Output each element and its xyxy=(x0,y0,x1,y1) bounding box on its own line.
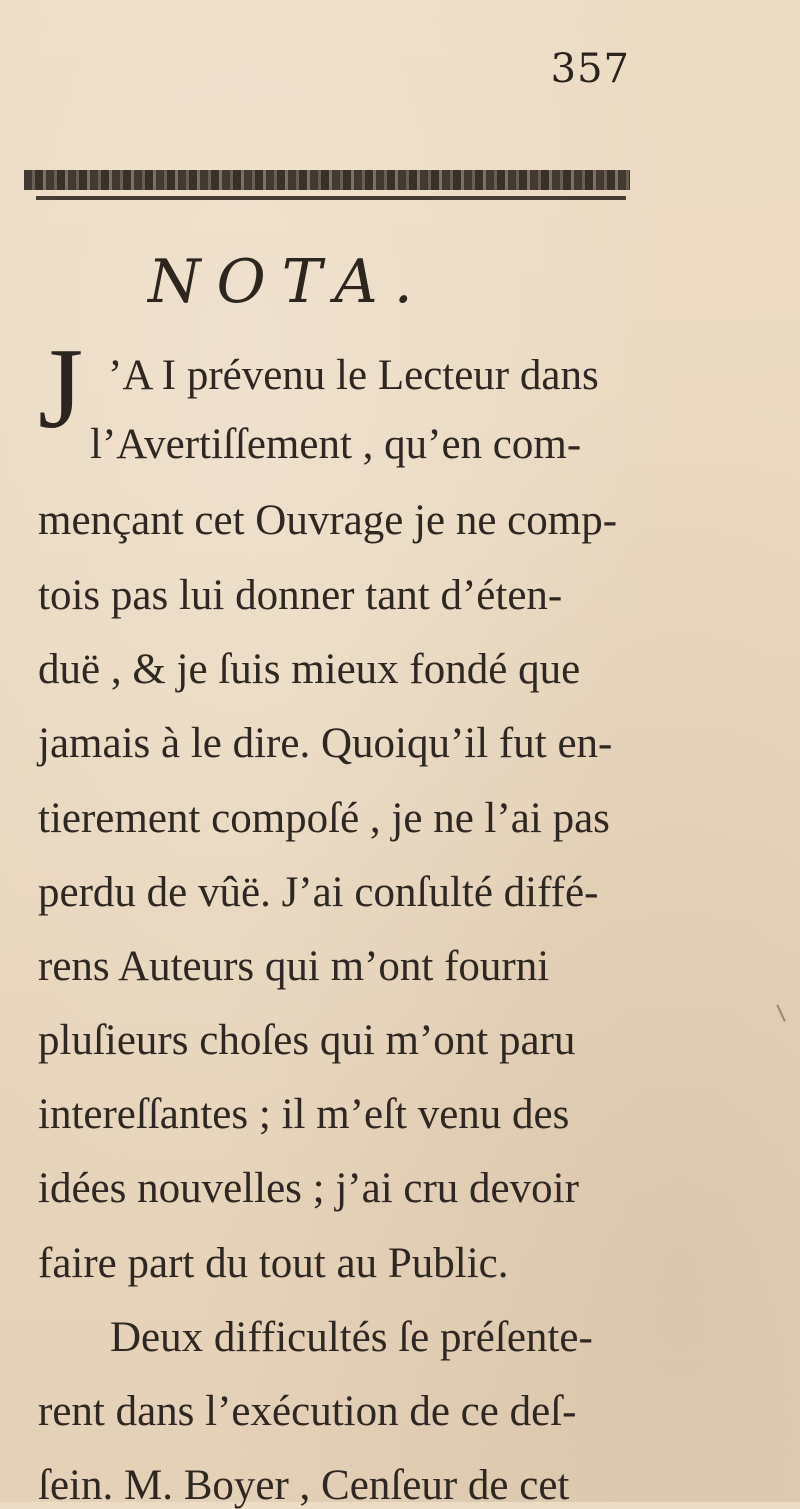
drop-cap: J xyxy=(38,325,84,453)
text-line: ſein. M. Boyer , Cenſeur de cet xyxy=(38,1462,570,1509)
text-line: faire part du tout au Public. xyxy=(38,1240,509,1287)
text-line: Deux difficultés ſe préſente- xyxy=(110,1314,593,1361)
ornamental-rule xyxy=(24,170,630,190)
text-line: rent dans l’exécution de ce deſ- xyxy=(38,1388,577,1435)
text-line: tierement compoſé , je ne l’ai pas xyxy=(38,795,610,842)
text-line: tois pas lui donner tant d’éten- xyxy=(38,572,563,619)
text-line: l’Avertiſſement , qu’en com- xyxy=(90,421,582,468)
page-number: 357 xyxy=(550,46,630,92)
margin-mark xyxy=(776,1004,785,1021)
text-line: rens Auteurs qui m’ont fourni xyxy=(38,943,550,990)
text-line: duë , & je ſuis mieux fondé que xyxy=(38,646,581,693)
text-line: jamais à le dire. Quoiqu’il fut en- xyxy=(38,720,613,767)
text-line: ’A I prévenu le Lecteur dans xyxy=(108,352,599,399)
section-heading: NOTA. xyxy=(148,247,429,317)
text-line: idées nouvelles ; j’ai cru devoir xyxy=(38,1165,579,1212)
text-line: intereſſantes ; il m’eſt venu des xyxy=(38,1091,570,1138)
text-line: perdu de vûë. J’ai conſulté diffé- xyxy=(38,869,599,916)
text-line: pluſieurs choſes qui m’ont paru xyxy=(38,1017,576,1064)
text-line: mençant cet Ouvrage je ne comp- xyxy=(38,497,618,544)
